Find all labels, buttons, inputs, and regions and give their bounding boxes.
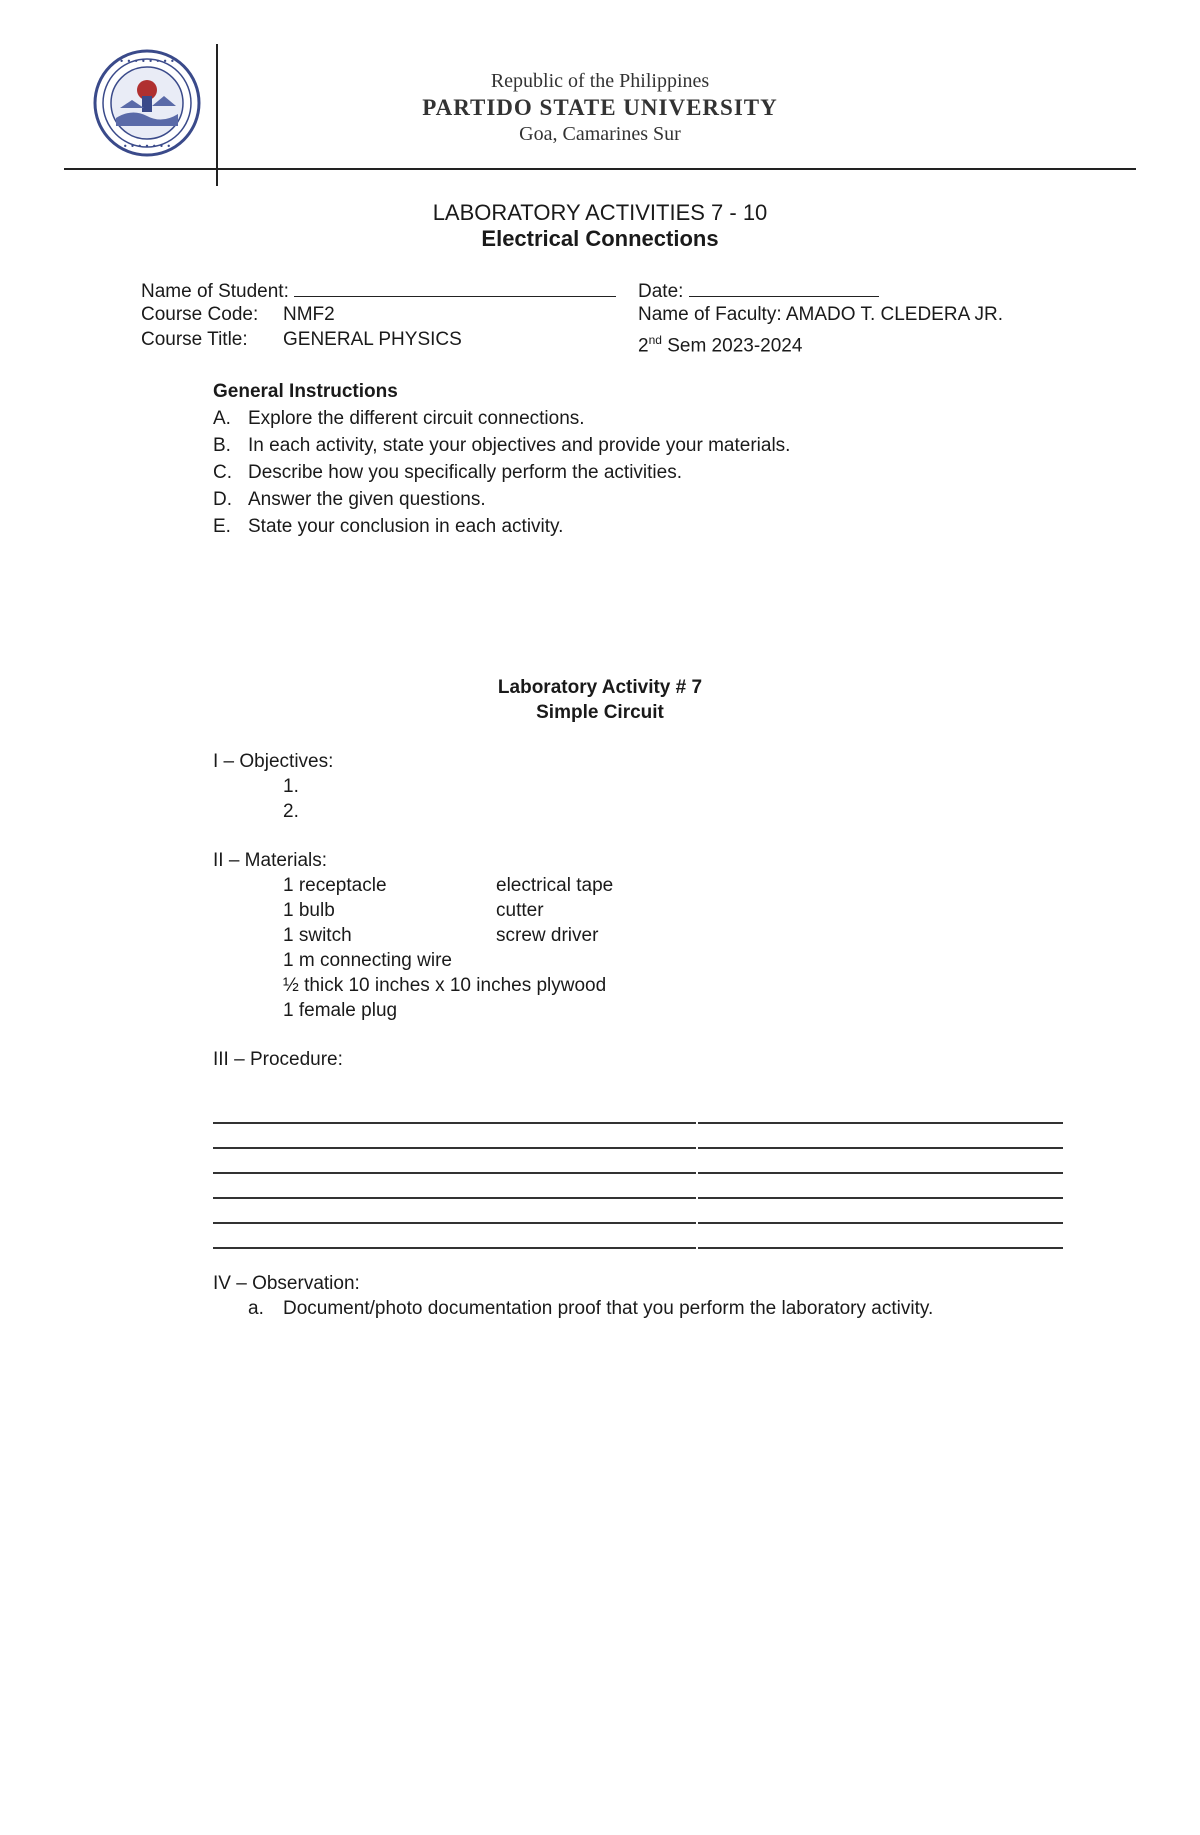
instructions-title: General Instructions xyxy=(213,381,398,402)
observation-label: IV – Observation: xyxy=(213,1273,360,1294)
instruction-item: E. State your conclusion in each activity. xyxy=(213,516,564,537)
university-name: PARTIDO STATE UNIVERSITY xyxy=(422,95,778,120)
date-blank[interactable] xyxy=(689,278,879,297)
material-item: cutter xyxy=(496,900,544,921)
observation-item-letter: a. xyxy=(248,1298,264,1319)
observation-item-text: Document/photo documentation proof that you perform the laboratory activity. xyxy=(283,1298,934,1319)
student-name-blank[interactable] xyxy=(294,278,616,297)
header-horizontal-divider xyxy=(64,168,1136,170)
procedure-answer-line[interactable] xyxy=(213,1147,1063,1149)
document-title: LABORATORY ACTIVITIES 7 - 10 xyxy=(432,200,768,225)
activity-subtitle: Simple Circuit xyxy=(536,702,664,723)
student-name-field[interactable] xyxy=(141,278,616,304)
svg-text:• • • • • • • •: • • • • • • • • xyxy=(119,57,175,66)
activity-title: Laboratory Activity # 7 xyxy=(497,677,703,698)
instruction-item: D. Answer the given questions. xyxy=(213,489,486,510)
material-item: 1 female plug xyxy=(283,1000,398,1021)
date-label: Date: xyxy=(638,281,684,302)
document-subtitle: Electrical Connections xyxy=(481,226,719,251)
material-item: 1 m connecting wire xyxy=(283,950,452,971)
observation-item xyxy=(248,1297,933,1321)
republic-label: Republic of the Philippines xyxy=(490,70,710,92)
objective-item: 2. xyxy=(283,801,299,822)
procedure-answer-line[interactable] xyxy=(213,1122,1063,1124)
svg-text:• • • • • • •: • • • • • • • xyxy=(122,142,172,151)
material-item: screw driver xyxy=(496,925,599,946)
material-item: 1 bulb xyxy=(283,900,335,921)
procedure-answer-line[interactable] xyxy=(213,1222,1063,1224)
materials-label: II – Materials: xyxy=(213,850,328,871)
course-code-value: NMF2 xyxy=(283,304,335,325)
semester-year: Sem 2023-2024 xyxy=(661,335,803,357)
date-field[interactable] xyxy=(638,278,879,304)
instruction-item: C. Describe how you specifically perform the activities. xyxy=(213,462,683,483)
material-item: 1 switch xyxy=(283,925,352,946)
faculty-name: Name of Faculty: AMADO T. CLEDERA JR. xyxy=(638,304,1003,325)
procedure-answer-line[interactable] xyxy=(213,1172,1063,1174)
instruction-item: A. Explore the different circuit connections. xyxy=(213,408,585,429)
university-location: Goa, Camarines Sur xyxy=(519,123,681,145)
objective-item: 1. xyxy=(283,776,299,797)
material-item: electrical tape xyxy=(496,875,614,896)
course-code-label: Course Code: xyxy=(141,304,259,325)
semester-number: 2 xyxy=(638,335,649,357)
student-name-label: Name of Student: xyxy=(141,281,289,302)
material-item: ½ thick 10 inches x 10 inches plywood xyxy=(283,975,607,996)
procedure-label: III – Procedure: xyxy=(213,1049,343,1070)
instruction-item: B. In each activity, state your objectives and provide your materials. xyxy=(213,435,791,456)
procedure-answer-line[interactable] xyxy=(213,1247,1063,1249)
semester-suffix: nd xyxy=(648,333,662,347)
objectives-label: I – Objectives: xyxy=(213,751,334,772)
material-item: 1 receptacle xyxy=(283,875,387,896)
course-title-value: GENERAL PHYSICS xyxy=(283,329,462,350)
course-title-label: Course Title: xyxy=(141,329,248,350)
procedure-answer-line[interactable] xyxy=(213,1197,1063,1199)
semester xyxy=(638,328,802,358)
